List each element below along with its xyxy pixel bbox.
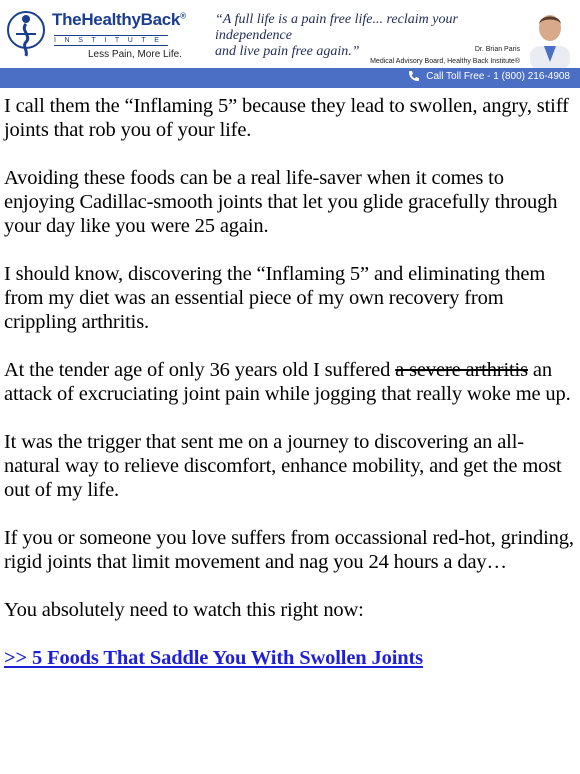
email-header [0, 0, 580, 90]
cta-paragraph [4, 646, 576, 670]
brand-institute: INSTITUTE [54, 37, 168, 44]
phone-text: Call Toll Free - 1 (800) 216-4908 [426, 70, 570, 82]
call-toll-free-link[interactable] [408, 70, 570, 82]
paragraph-1: I call them the “Inflaming 5” because they lead to swollen, angry, stiff joints that rob you of your life. [4, 95, 569, 141]
brand-tagline: Less Pain, More Life. [88, 49, 182, 60]
doctor-title: Medical Advisory Board, Healthy Back Institute® [370, 58, 520, 65]
phone-bar [0, 68, 580, 88]
phone-icon [408, 70, 420, 82]
five-foods-link[interactable]: >> 5 Foods That Saddle You With Swollen Joints [4, 647, 423, 669]
paragraph-5: It was the trigger that sent me on a journey to discovering an all-natural way to relieve discomfort, enhance mobility, and get the most out of my life. [4, 431, 562, 501]
paragraph-3: I should know, discovering the “Inflaming 5” and eliminating them from my diet was an essential piece of my own recovery from crippling arthritis. [4, 263, 546, 333]
healthy-back-logo[interactable] [6, 8, 206, 60]
email-body [0, 94, 580, 670]
struck-text: a severe arthritis [395, 359, 528, 381]
header-quote: “A full life is a pain free life... reclaim your independence and live pain free again.” [215, 12, 458, 59]
paragraph-7: You absolutely need to watch this right now: [4, 599, 364, 621]
doctor-portrait-icon [522, 2, 578, 70]
doctor-name: Dr. Brian Paris [474, 46, 520, 53]
brand-name: TheHealthyBack® [52, 10, 186, 29]
paragraph-6: If you or someone you love suffers from occassional red-hot, grinding, rigid joints that limit movement and nag you 24 hours a day… [4, 527, 574, 573]
paragraph-2: Avoiding these foods can be a real life-saver when it comes to enjoying Cadillac-smooth joints that let you glide gracefully through your day like you were 25 again. [4, 167, 558, 237]
spine-figure-icon [6, 10, 46, 58]
paragraph-4: At the tender age of only 36 years old I suffered a severe arthritis an attack of excruciating joint pain while jogging that really woke me up. [4, 359, 571, 405]
